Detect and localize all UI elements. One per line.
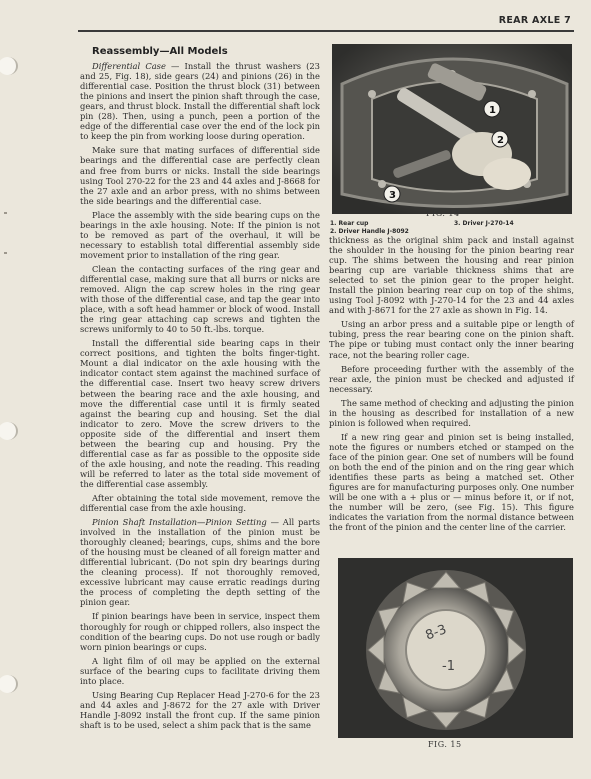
legend-item: 3. Driver J-270-14 [454, 220, 514, 227]
binder-hole [0, 675, 18, 693]
right-column [329, 235, 574, 536]
paragraph-text: After obtaining the total side movement, remove the differential case from the axle housing. [80, 492, 320, 514]
paragraph-text: The same method of checking and adjusting the pinion in the housing as described for installation of a new pinion is followed when required. [329, 397, 574, 428]
paragraph-text: Place the assembly with the side bearing cups on the bearings in the axle housing. Note: If the pinion is not to be removed as part of the overhaul, it will be necessary to establish total differential assembly side movement prior to installation of the ring gear. [80, 209, 320, 260]
paragraph [80, 517, 320, 607]
paragraph-text: Using an arbor press and a suitable pipe or length of tubing, press the rear bearing cone on the pinion shaft. The pipe or tubing must contact only the inner bearing race, not the bearing roller cage. [329, 319, 574, 360]
paragraph [80, 145, 320, 205]
paragraph-text: A light film of oil may be applied on the external surface of the bearing cups to facilitate driving them into place. [80, 655, 320, 686]
binder-hole [0, 57, 18, 75]
section-title: Reassembly—All Models [92, 46, 228, 57]
left-column [80, 47, 320, 734]
paragraph [80, 61, 320, 141]
gear-mark-variation: -1 [442, 659, 455, 674]
paragraph-text: Make sure that mating surfaces of differential side bearings and the differential case are perfectly clean and free from burrs or nicks. Install the side bearings using Tool 270-22 for the 23 and 44 axles and J-8668 for the 27 axle and an arbor press, with no shims between the side bearings and the differential case. [80, 145, 320, 206]
paragraph [80, 338, 320, 489]
figure-15-photo [338, 558, 573, 738]
callout-1: 1 [489, 105, 496, 116]
paragraph [80, 690, 320, 730]
run-in-heading: Pinion Shaft Installation—Pinion Setting [92, 517, 267, 528]
legend-item: 1. Rear cup [330, 220, 369, 227]
paragraph [329, 364, 574, 394]
run-in-heading: Differential Case [92, 61, 166, 72]
binder-hole [0, 422, 18, 440]
callout-2: 2 [497, 135, 504, 146]
paragraph [80, 493, 320, 513]
figure-14-photo [332, 44, 572, 214]
pinion-gear-illustration [338, 558, 573, 738]
callout-3: 3 [389, 190, 396, 201]
figure-15-caption: FIG. 15 [428, 740, 462, 749]
margin-mark [4, 252, 7, 254]
paragraph-text: Using Bearing Cup Replacer Head J-270-6 for the 23 and 44 axles and J-8672 for the 27 axle with Driver Handle J-8092 install the front cup. If the same pinion shaft is to be used, select a shim pack that is the same [80, 689, 320, 730]
paragraph-text: Clean the contacting surfaces of the ring gear and differential case, making sure that all burrs or nicks are removed. Align the cap screw holes in the ring gear with those of the differential case, and tap the gear into place, with a soft head hammer or block of wood. Install the ring gear attaching cap screws and tighten the screws uniformly to 40 to 50 ft.-lbs. torque. [80, 263, 320, 335]
paragraph [80, 656, 320, 686]
paragraph-text: — Install the thrust washers (23 and 25, Fig. 18), side gears (24) and pinions (26) in the differential case. Position the thrust block (31) between the pinions and insert the pinion shaft through the case, gears, and thrust block. Install the differential shaft lock pin (28). Then, using a punch, peen a portion of the edge of the differential case over the end of the lock pin to keep the pin from working loose during operation. [80, 61, 320, 142]
paragraph-text: Before proceeding further with the assembly of the rear axle, the pinion must be checked and adjusted if necessary. [329, 363, 574, 394]
paragraph [80, 611, 320, 651]
paragraph [329, 432, 574, 532]
paragraph-text: If a new ring gear and pinion set is being installed, note the figures or numbers etched or stamped on the face of the pinion gear. One set of numbers will be found on both the end of the pinion and on the ring gear which identifies these parts as being a matched set. Other figures are for manufacturing purposes only. One number will be one with a + plus or — minus before it, or if not, the number will be zero, (see Fig. 15). This figure indicates the variation from the normal distance between the front of the pinion and the center line of the carrier. [329, 431, 574, 533]
legend-item: 2. Driver Handle J-8092 [330, 228, 409, 235]
paragraph [80, 264, 320, 334]
running-head: REAR AXLE 7 [498, 15, 571, 26]
paragraph [329, 319, 574, 359]
paragraph [329, 235, 574, 315]
paragraph-text: thickness as the original shim pack and install against the shoulder in the housing for the pinion bearing rear cup. The shims between the housing and rear pinion bearing cup are variable thickness shims that are selected to set the pinion gear to the proper height. Install the pinion bearing rear cup on top of the shims, using Tool J-8092 with J-270-14 for the 23 and 44 axles and with J-8671 for the 27 axle as shown in Fig. 14. [329, 235, 574, 316]
paragraph-text: If pinion bearings have been in service, inspect them thoroughly for rough or chipped rollers, also inspect the condition of the bearing cups. Do not use rough or badly worn pinion bearings or cups. [80, 611, 320, 652]
figure-14-caption: FIG. 14 [426, 209, 460, 218]
header-rule [78, 30, 574, 32]
gear-mark-matched-set: 8-3 [423, 622, 449, 644]
paragraph-text: Install the differential side bearing caps in their correct positions, and tighten the bolts finger-tight. Mount a dial indicator on the axle housing with the indicator contact stem against the machined surface of the differential case. Insert two heavy screw drivers between the bearing race and the axle housing, and move the differential case until it is firmly seated against the bearing cup and housing. Set the dial indicator to zero. Move the screw drivers to the opposite side of the differential and insert them between the bearing cup and housing. Pry the differential case as far as possible to the opposite side of the axle housing, and note the reading. This reading will be referred to later as the total side movement of the differential case assembly. [80, 338, 320, 489]
paragraph-text: — All parts involved in the installation of the pinion must be thoroughly cleaned; bearings, cups, shims and the bore of the housing must be cleaned of all foreign matter and differential lubricant. (Do not spin dry bearings during the cleaning process). If not thoroughly removed, excessive lubricant may cause erratic readings during the process of completing the depth setting of the pinion gear. [80, 517, 320, 608]
axle-housing-illustration [332, 44, 572, 214]
margin-mark [4, 212, 7, 214]
paragraph [329, 398, 574, 428]
paragraph [80, 210, 320, 260]
